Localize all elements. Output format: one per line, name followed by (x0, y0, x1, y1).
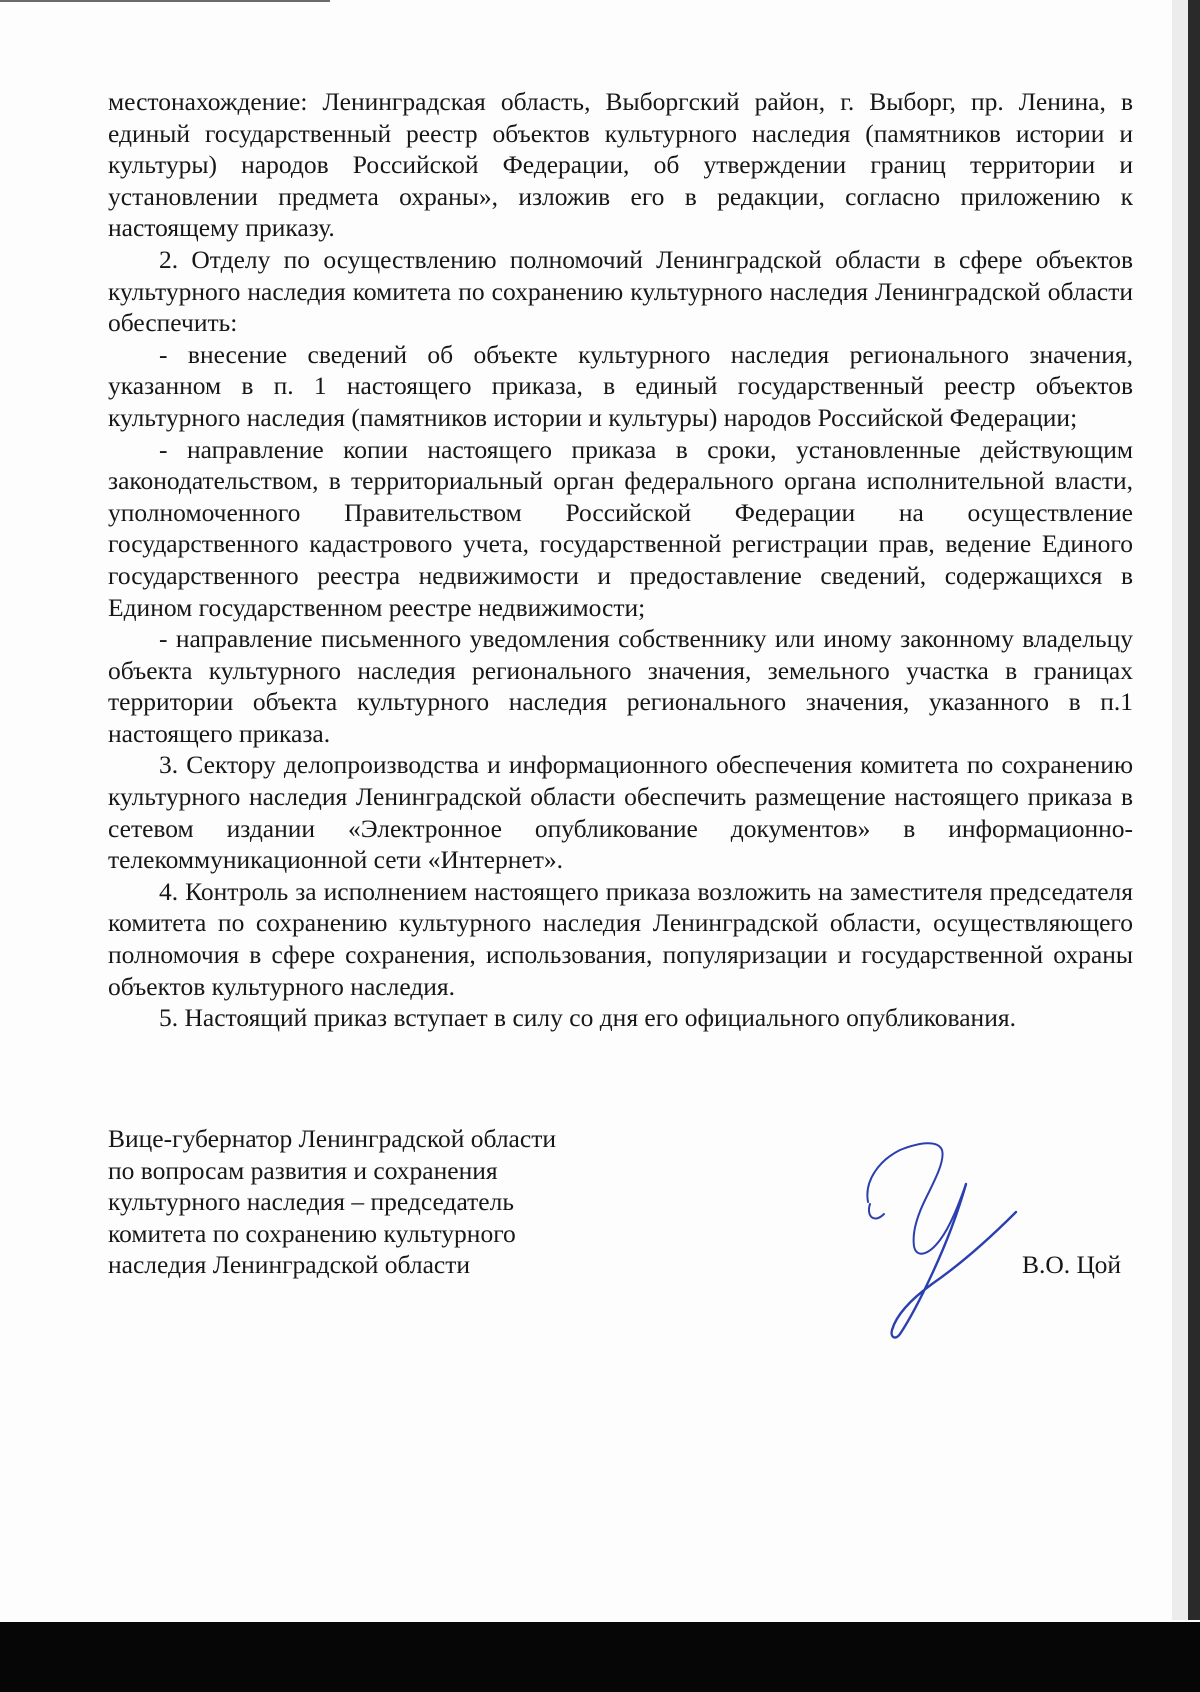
scan-bottom-band (0, 1622, 1200, 1692)
scan-edge-mark (0, 0, 330, 2)
paragraph-item-4: 4. Контроль за исполнением настоящего приказа возложить на заместителя председателя комитета по сохранению культурного наследия Ленинградской области, осуществляющего полномочия в сфере сохранения, использования, популяризации и государственной охраны объектов культурного наследия. (108, 876, 1133, 1001)
paragraph-continuation: местонахождение: Ленинградская область, Выборгский район, г. Выборг, пр. Ленина, в единый государственный реестр объектов культурного наследия (памятников истории и культуры) народов Российской Федерации, об утверждении границ территории и установлении предмета охраны», изложив его в редакции, согласно приложению к настоящему приказу. (108, 87, 1133, 243)
position-line: наследия Ленинградской области (108, 1250, 471, 1280)
signer-name: В.О. Цой (1022, 1250, 1122, 1279)
position-line: культурного наследия – председатель (108, 1187, 514, 1217)
signature-stroke (892, 1184, 1016, 1337)
paragraph-subitem-registry: - внесение сведений об объекте культурного наследия регионального значения, указанном в п. 1 настоящего приказа, в единый государственный реестр объектов культурного наследия (памятников истории и культуры) народов Российской Федерации; (108, 339, 1133, 432)
paragraph-subitem-copy: - направление копии настоящего приказа в сроки, установленные действующим законодательством, в территориальный орган федерального органа исполнительной власти, уполномоченного Правительством Российской Федерации на осуществление государственного кадастрового учета, государственной регистрации прав, ведение Единого государственного реестра недвижимости и предоставление сведений, содержащихся в Едином государственном реестре недвижимости; (108, 434, 1133, 622)
paragraph-subitem-notification: - направление письменного уведомления собственнику или иному законному владельцу объекта культурного наследия регионального значения, земельного участка в границах территории объекта культурного наследия регионального значения, указанного в п.1 настоящего приказа. (108, 624, 1133, 748)
position-line: Вице-губернатор Ленинградской области (108, 1124, 556, 1153)
position-line: по вопросам развития и сохранения (108, 1155, 498, 1185)
scan-right-shadow (1172, 0, 1188, 1620)
document-body (108, 86, 1133, 1034)
position-line: комитета по сохранению культурного (108, 1218, 516, 1248)
signature-stroke (869, 1204, 884, 1219)
signatory-position (108, 1123, 556, 1281)
paragraph-item-5: 5. Настоящий приказ вступает в силу со дня его официального опубликования. (159, 1003, 1016, 1033)
paragraph-item-3: 3. Сектору делопроизводства и информационного обеспечения комитета по сохранению культурного наследия Ленинградской области обеспечить размещение настоящего приказа в сетевом издании «Электронное опубликование документов» в информационно-телекоммуникационной сети «Интернет». (108, 750, 1133, 875)
handwritten-signature (840, 1140, 1030, 1340)
scan-right-edge (1188, 0, 1200, 1620)
paragraph-item-2: 2. Отделу по осуществлению полномочий Ленинградской области в сфере объектов культурного наследия комитета по сохранению культурного наследия Ленинградской области обеспечить: (108, 244, 1133, 338)
signature-stroke (867, 1143, 966, 1253)
